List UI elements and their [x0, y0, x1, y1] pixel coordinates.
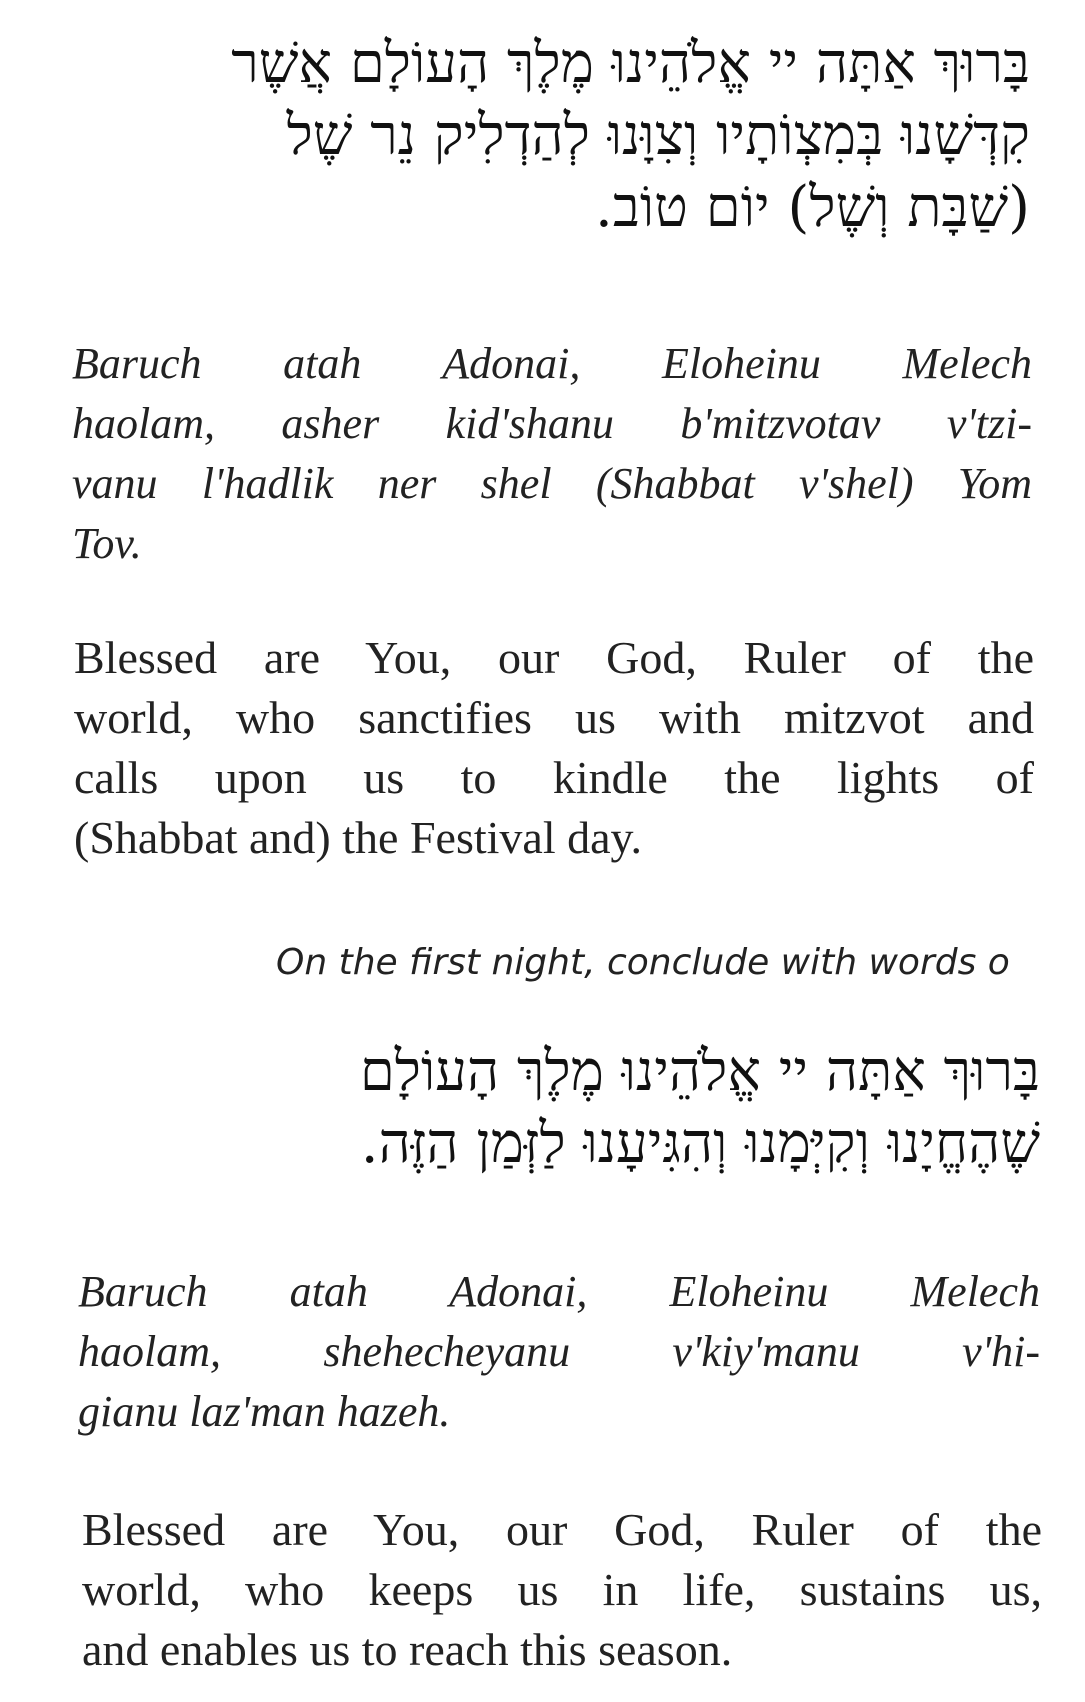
- hebrew-line: (שַׁבָּת וְשֶׁל) יוֹם טוֹב.: [595, 175, 1030, 240]
- translation-line: world, who keeps us in life, sustains us,: [82, 1564, 1042, 1615]
- transliteration-line: vanu l'hadlik ner shel (Shabbat v'shel) Yom: [72, 459, 1032, 508]
- translation-line: world, who sanctifies us with mitzvot and: [74, 692, 1034, 743]
- shehecheyanu-transliteration: [78, 1262, 1040, 1442]
- hebrew-line: בָּרוּךְ אַתָּה יי אֱלֹהֵינוּ מֶלֶךְ הָעוֹלָם אֲשֶׁר: [231, 31, 1030, 96]
- translation-line: Blessed are You, our God, Ruler of the: [82, 1504, 1042, 1555]
- candle-blessing-translation: [74, 628, 1034, 868]
- instruction-text: On the first night, conclude with words o: [276, 942, 1010, 983]
- transliteration-line: Baruch atah Adonai, Eloheinu Melech: [78, 1267, 1040, 1316]
- translation-line: calls upon us to kindle the lights of: [74, 752, 1034, 803]
- hebrew-line: בָּרוּךְ אַתָּה יי אֱלֹהֵינוּ מֶלֶךְ הָעוֹלָם: [359, 1039, 1040, 1104]
- transliteration-line: gianu laz'man hazeh.: [78, 1387, 451, 1436]
- hebrew-line: קִדְּשָׁנוּ בְּמִצְוֹתָיו וְצִוָּנוּ לְהַדְלִיק נֵר שֶׁל: [286, 103, 1030, 168]
- shehecheyanu-hebrew: [70, 1036, 1040, 1180]
- translation-line: and enables us to reach this season.: [82, 1624, 733, 1675]
- shehecheyanu-translation: [82, 1500, 1042, 1680]
- candle-blessing-transliteration: [72, 334, 1032, 574]
- transliteration-line: Tov.: [72, 519, 142, 568]
- transliteration-line: haolam, asher kid'shanu b'mitzvotav v'tzi-: [72, 399, 1032, 448]
- translation-line: (Shabbat and) the Festival day.: [74, 812, 643, 863]
- candle-blessing-hebrew: [70, 28, 1030, 244]
- transliteration-line: Baruch atah Adonai, Eloheinu Melech: [72, 339, 1032, 388]
- translation-line: Blessed are You, our God, Ruler of the: [74, 632, 1034, 683]
- hebrew-line: שֶׁהֶחֱיָנוּ וְקִיְּמָנוּ וְהִגִּיעָנוּ לַזְּמַן הַזֶּה.: [360, 1111, 1040, 1176]
- transliteration-line: haolam, shehecheyanu v'kiy'manu v'hi-: [78, 1327, 1040, 1376]
